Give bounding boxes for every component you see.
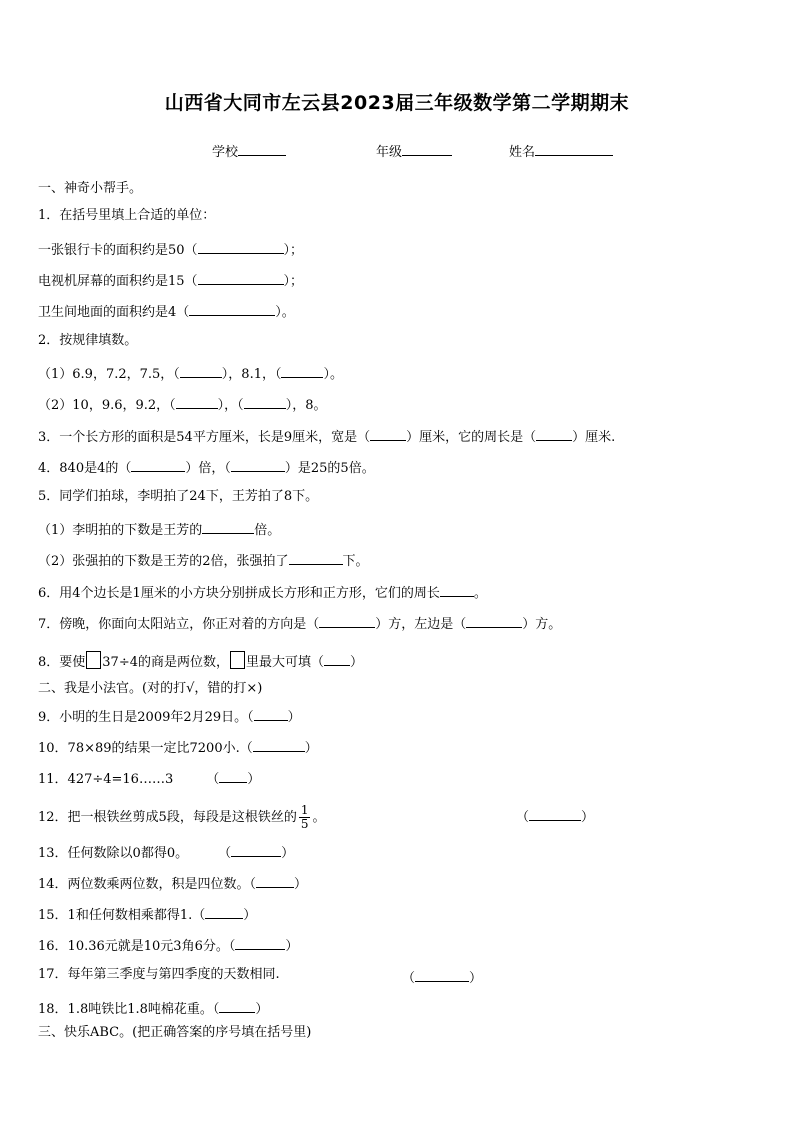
answer-blank[interactable] (219, 999, 255, 1013)
question-7: 7．傍晚，你面向太阳站立，你正对着的方向是（ ）方，左边是（ ）方。 (38, 614, 561, 633)
question-10: 10．78×89的结果一定比7200小.（ ） (38, 738, 318, 757)
square-box[interactable] (230, 651, 245, 669)
answer-blank[interactable] (370, 427, 406, 441)
grade-label: 年级 (376, 145, 403, 160)
name-label: 姓名 (509, 145, 536, 160)
question-18: 18．1.8吨铁比1.8吨棉花重。（ ） (38, 999, 268, 1018)
answer-blank[interactable] (180, 364, 222, 378)
question-5a: （1）李明拍的下数是王芳的 倍。 (38, 520, 280, 539)
square-box[interactable] (86, 651, 101, 669)
page-title: 山西省大同市左云县2023届三年级数学第二学期期末 (164, 92, 630, 114)
question-1c: 卫生间地面的面积约是4（ ）。 (38, 302, 295, 321)
answer-blank[interactable] (231, 458, 285, 472)
question-6: 6．用4个边长是1厘米的小方块分别拼成长方形和正方形，它们的周长 。 (38, 583, 487, 602)
question-2: 2．按规律填数。 (38, 333, 138, 348)
school-field[interactable] (212, 141, 286, 160)
question-1a: 一张银行卡的面积约是50（ ）； (38, 240, 303, 259)
answer-blank[interactable] (324, 652, 350, 666)
section-1-heading: 一、神奇小帮手。 (38, 181, 143, 196)
answer-blank[interactable] (319, 614, 375, 628)
question-2b: （2）10，9.6，9.2，（ ），（ ），8。 (38, 395, 326, 414)
answer-blank[interactable] (189, 302, 275, 316)
answer-blank[interactable] (466, 614, 522, 628)
fraction: $\frac{1}{5}$ (300, 803, 309, 831)
question-13: 13．任何数除以0都得0。 （ ） (38, 843, 294, 862)
section-3-heading: 三、快乐ABC。(把正确答案的序号填在括号里) (38, 1025, 312, 1040)
grade-field[interactable] (376, 141, 452, 160)
answer-blank[interactable] (256, 874, 294, 888)
name-field[interactable] (509, 141, 613, 160)
question-9: 9．小明的生日是2009年2月29日。（ ） (38, 707, 301, 726)
question-17: 17．每年第三季度与第四季度的天数相同. (38, 967, 280, 982)
answer-blank[interactable] (198, 271, 284, 285)
answer-blank[interactable] (253, 738, 305, 752)
answer-blank[interactable] (231, 843, 281, 857)
question-16: 16．10.36元就是10元3角6分。（ ） (38, 936, 298, 955)
answer-blank[interactable] (536, 427, 572, 441)
answer-blank[interactable] (529, 807, 581, 821)
answer-blank[interactable] (440, 583, 474, 597)
school-blank[interactable] (238, 141, 286, 156)
answer-blank[interactable] (198, 240, 284, 254)
answer-blank[interactable] (176, 395, 218, 409)
question-3: 3．一个长方形的面积是54平方厘米，长是9厘米，宽是（ ）厘米，它的周长是（ ）厘米. (38, 427, 615, 446)
question-5: 5．同学们拍球，李明拍了24下，王芳拍了8下。 (38, 489, 319, 504)
answer-blank[interactable] (131, 458, 185, 472)
answer-blank[interactable] (205, 905, 243, 919)
answer-blank[interactable] (281, 364, 323, 378)
name-blank[interactable] (535, 141, 613, 156)
question-12: 12．把一根铁丝剪成5段，每段是这根铁丝的 $\frac{1}{5}$ 。 (38, 803, 326, 831)
question-5b: （2）张强拍的下数是王芳的2倍，张强拍了 下。 (38, 551, 369, 570)
question-1b: 电视机屏幕的面积约是15（ ）； (38, 271, 303, 290)
answer-blank[interactable] (219, 769, 247, 783)
question-14: 14．两位数乘两位数，积是四位数。（ ） (38, 874, 307, 893)
answer-blank[interactable] (244, 395, 286, 409)
grade-blank[interactable] (402, 141, 452, 156)
section-2-heading: 二、我是小法官。(对的打√，错的打×) (38, 681, 263, 696)
question-2a: （1）6.9，7.2，7.5，（ ），8.1，（ ）。 (38, 364, 343, 383)
answer-blank[interactable] (415, 968, 469, 982)
answer-blank[interactable] (202, 520, 254, 534)
school-label: 学校 (212, 145, 239, 160)
answer-blank[interactable] (235, 936, 285, 950)
question-11: 11．427÷4=16……3 （ ） (38, 769, 260, 788)
question-17-answer: （ ） (402, 967, 482, 986)
question-12-answer: （ ） (516, 806, 594, 825)
question-1: 1．在括号里填上合适的单位： (38, 208, 216, 223)
question-15: 15．1和任何数相乘都得1.（ ） (38, 905, 256, 924)
question-4: 4．840是4的（ ）倍，（ ）是25的5倍。 (38, 458, 375, 477)
question-8: 8．要使 37÷4的商是两位数， 里最大可填（ ） (38, 651, 363, 671)
answer-blank[interactable] (254, 707, 288, 721)
answer-blank[interactable] (289, 551, 343, 565)
